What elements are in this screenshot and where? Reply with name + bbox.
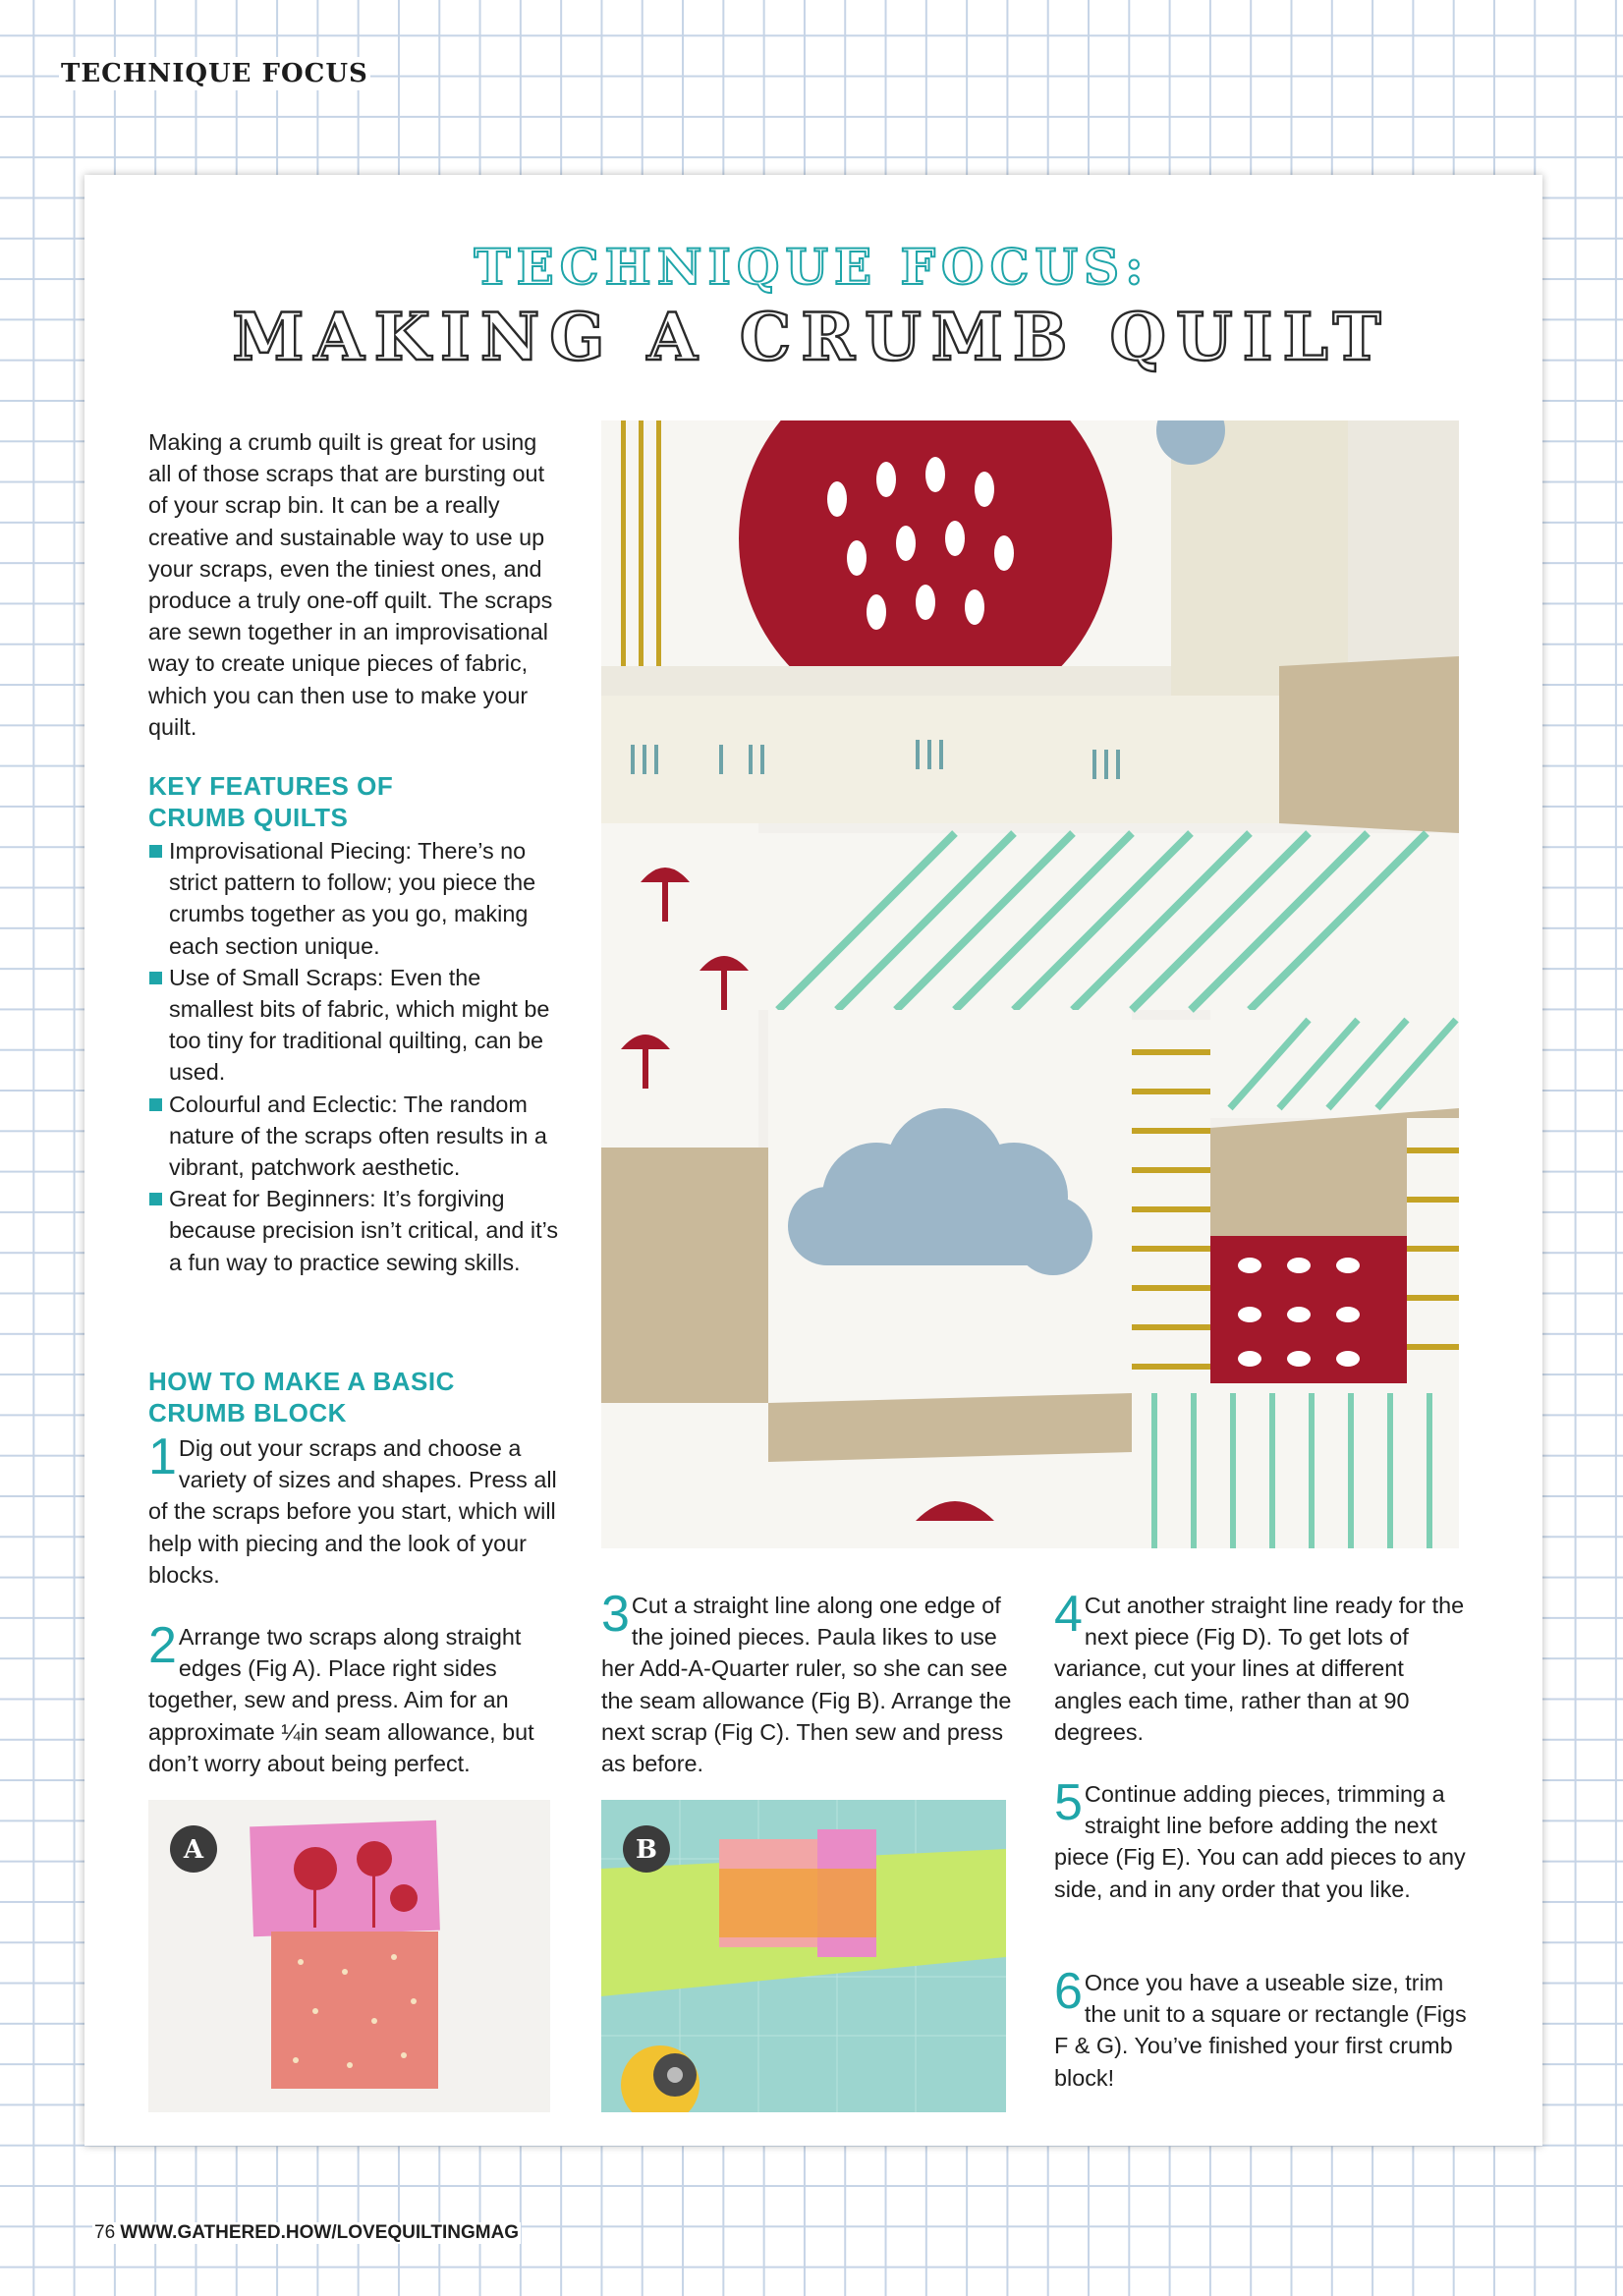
step-number: 1 xyxy=(148,1428,177,1485)
footer-url[interactable]: WWW.GATHERED.HOW/LOVEQUILTINGMAG xyxy=(120,2222,520,2243)
key-features-heading-line1: KEY FEATURES OF xyxy=(148,771,394,801)
how-to-heading-line1: HOW TO MAKE A BASIC xyxy=(148,1367,455,1396)
page-number: 76 xyxy=(94,2222,116,2243)
list-item-text: Colourful and Eclectic: The random nature of the scraps often results in a vibrant, patchwork aesthetic. xyxy=(169,1091,547,1181)
step-text: Arrange two scraps along straight edges (Fig A). Place right sides together, sew and press. Aim for an approximate ¼in seam allowance, but don’t worry about being perfect. xyxy=(148,1624,534,1776)
step-number: 4 xyxy=(1054,1586,1083,1643)
figure-a-label: A xyxy=(183,1835,204,1865)
page-footer xyxy=(92,2222,521,2244)
figure-b-photo xyxy=(601,1800,1006,2112)
step-number: 5 xyxy=(1054,1774,1083,1831)
section-label: TECHNIQUE FOCUS xyxy=(61,59,368,88)
step-text: Continue adding pieces, trimming a straight line before adding the next piece (Fig E). You can add pieces to any side, and in any order that you like. xyxy=(1054,1781,1466,1902)
list-item xyxy=(148,1089,561,1184)
step-text: Once you have a useable size, trim the unit to a square or rectangle (Figs F & G). You’ve finished your first crumb block! xyxy=(1054,1970,1467,2091)
step-5 xyxy=(1054,1774,1467,1905)
list-item xyxy=(148,1183,561,1278)
step-text: Cut another straight line ready for the next piece (Fig D). To get lots of variance, cut your lines at different angles each time, rather than at 90 degrees. xyxy=(1054,1593,1465,1745)
how-to-heading-line2: CRUMB BLOCK xyxy=(148,1398,347,1428)
step-text: Dig out your scraps and choose a variety of sizes and shapes. Press all of the scraps before you start, which will help with piecing and the look of your blocks. xyxy=(148,1435,557,1588)
page-title: MAKING A CRUMB QUILT xyxy=(232,299,1391,375)
step-number: 2 xyxy=(148,1617,177,1674)
step-number: 3 xyxy=(601,1586,630,1643)
list-item xyxy=(148,962,561,1089)
figure-b-label: B xyxy=(636,1835,657,1865)
key-features-heading xyxy=(148,770,561,833)
step-2 xyxy=(148,1617,561,1779)
bullet-icon xyxy=(149,1193,162,1205)
step-4 xyxy=(1054,1586,1467,1748)
step-text: Cut a straight line along one edge of the joined pieces. Paula likes to use her Add-A-Quarter ruler, so she can see the seam allowance (Fig B). Arrange the next scrap (Fig C). Then sew and press as before. xyxy=(601,1593,1012,1777)
bullet-icon xyxy=(149,845,162,858)
figure-a-photo xyxy=(148,1800,550,2112)
key-features-list xyxy=(148,835,561,1278)
list-item-text: Use of Small Scraps: Even the smallest bits of fabric, which might be too tiny for traditional quilting, can be used. xyxy=(169,964,550,1086)
crumb-quilt-photo xyxy=(601,420,1459,1548)
step-number: 6 xyxy=(1054,1963,1083,2020)
intro-paragraph xyxy=(148,426,561,743)
intro-text: Making a crumb quilt is great for using all of those scraps that are bursting out of your scrap bin. It can be a really creative and sustainable way to use up your scraps, even the tiniest ones, and produce a truly one-off quilt. The scraps are sewn together in an improvisational way to create unique pieces of fabric, which you can then use to make your quilt. xyxy=(148,429,553,740)
key-features-heading-line2: CRUMB QUILTS xyxy=(148,803,349,832)
bullet-icon xyxy=(149,972,162,984)
how-to-heading xyxy=(148,1366,561,1428)
step-3 xyxy=(601,1586,1014,1779)
step-6 xyxy=(1054,1963,1467,2094)
step-1 xyxy=(148,1428,561,1591)
bullet-icon xyxy=(149,1098,162,1111)
list-item xyxy=(148,835,561,962)
title-kicker: TECHNIQUE FOCUS: xyxy=(474,238,1149,296)
list-item-text: Improvisational Piecing: There’s no strict pattern to follow; you piece the crumbs together as you go, making each section unique. xyxy=(169,838,536,959)
list-item-text: Great for Beginners: It’s forgiving because precision isn’t critical, and it’s a fun way to practice sewing skills. xyxy=(169,1186,559,1275)
